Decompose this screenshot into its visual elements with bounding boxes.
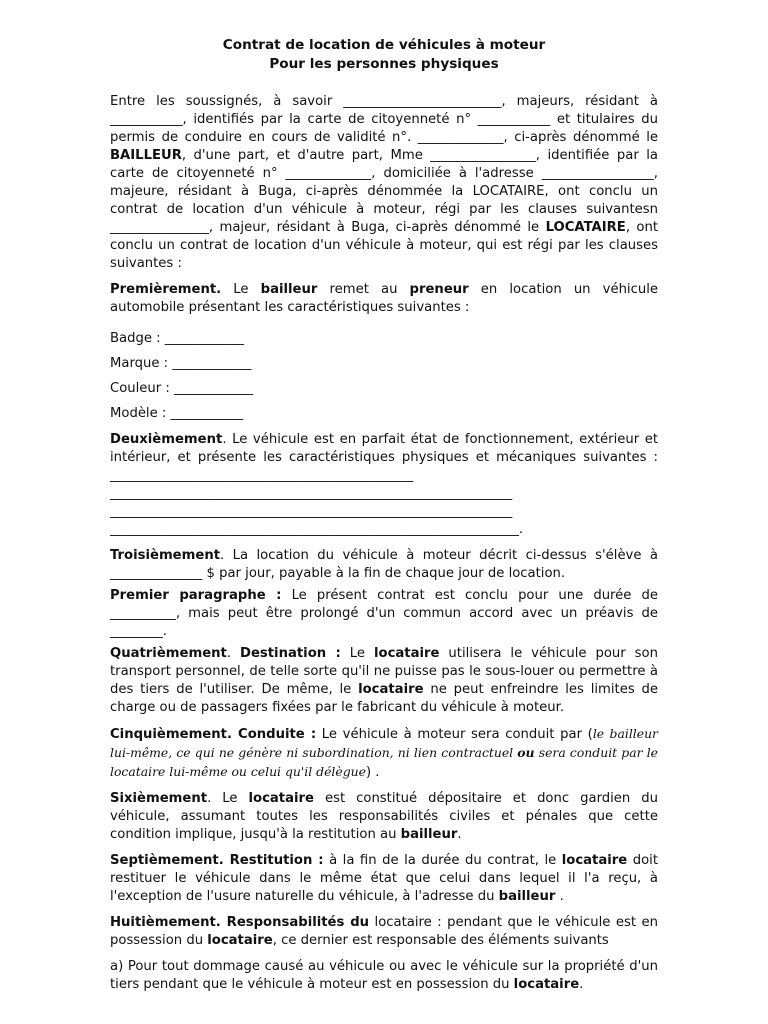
clause-1-heading: Premièrement. bbox=[110, 282, 222, 297]
intro-text-2: , d'une part, et d'autre part, Mme ________________, identifiée par la carte de citoyenneté n° _____________, domiciliée à l'adresse _________________, majeure, résidant à Buga, ci-après dénommée la LOCATAIRE, ont conclu un contrat de location d'un véhicule à moteur, régi par les clauses suivantesn _______________, majeur, résidant à Buga, ci-après dénommé le bbox=[110, 148, 658, 235]
clause-4-text-4: ne peut enfreindre les limites de charge ou de passagers fixées par le fabricant du véhicule à moteur. bbox=[110, 682, 658, 715]
clause-7-bold-1: locataire bbox=[561, 853, 628, 868]
document-title bbox=[0, 36, 768, 74]
clause-8 bbox=[110, 914, 658, 950]
clause-8a bbox=[110, 958, 658, 994]
clause-5-italic-bold: ou bbox=[517, 745, 535, 760]
clause-8a-text-2: . bbox=[579, 977, 584, 992]
clause-4-subheading: Destination : bbox=[240, 646, 341, 661]
clause-2-text: . Le véhicule est en parfait état de fonctionnement, extérieur et intérieur, et présente les caractéristiques physiques et mécaniques suivantes : ______________________________________________ bbox=[110, 432, 658, 483]
clause-5-heading: Cinquièmement. Conduite : bbox=[110, 727, 317, 742]
clause-7-text-2: doit restituer le véhicule dans le même état que celui dans lequel il l'a reçu, à l'exception de l'usure naturelle du véhicule, à l'adresse du bbox=[110, 853, 658, 904]
clause-3-text: . La location du véhicule à moteur décrit ci-dessus s'élève à ______________ $ par jour, payable à la fin de chaque jour de location. bbox=[110, 548, 658, 581]
paragraph-1-text: Le présent contrat est conclu pour une durée de __________, mais peut être prolongé d'un commun accord avec un préavis de ________. bbox=[110, 588, 658, 639]
clause-6 bbox=[110, 790, 658, 844]
paragraph-1-heading: Premier paragraphe : bbox=[110, 588, 282, 603]
title-line-1: Contrat de location de véhicules à moteur bbox=[222, 37, 546, 53]
clause-4 bbox=[110, 645, 658, 717]
intro-bailleur: BAILLEUR bbox=[110, 148, 182, 163]
blank-line: ______________________________________________________________. bbox=[110, 522, 524, 537]
document-body bbox=[110, 93, 658, 998]
clause-5-text-2: ) . bbox=[365, 765, 380, 780]
clause-5-italic-2: sera conduit par le locataire lui-même ou celui qu'il délègue bbox=[110, 745, 658, 779]
clause-6-text-1: . Le bbox=[207, 791, 249, 806]
clause-6-bold-1: locataire bbox=[248, 791, 314, 806]
blank-line: _____________________________________________________________ bbox=[110, 486, 513, 501]
clause-1 bbox=[110, 281, 658, 317]
clause-1-text-3: en location un véhicule automobile présentant les caractéristiques suivantes : bbox=[110, 282, 658, 315]
clause-2-blank-lines bbox=[110, 485, 658, 539]
clause-7-text-3: . bbox=[555, 889, 564, 904]
clause-1-bold-2: preneur bbox=[409, 282, 469, 297]
clause-3-heading: Troisièmement bbox=[110, 548, 221, 563]
clause-1-bold-1: bailleur bbox=[260, 282, 318, 297]
clause-7-bold-2: bailleur bbox=[498, 889, 556, 904]
paragraph-1 bbox=[110, 587, 658, 641]
blank-line: _____________________________________________________________ bbox=[110, 504, 513, 519]
clause-7 bbox=[110, 852, 658, 906]
title-line-2: Pour les personnes physiques bbox=[269, 56, 499, 72]
field-couleur: Couleur : ____________ bbox=[110, 381, 254, 396]
field-modele: Modèle : ___________ bbox=[110, 406, 244, 421]
clause-4-bold-1: locataire bbox=[373, 646, 440, 661]
clause-6-text-3: . bbox=[457, 827, 462, 842]
clause-4-text-2: Le bbox=[340, 646, 374, 661]
clause-2-heading: Deuxièmement bbox=[110, 432, 223, 447]
clause-1-text-2: remet au bbox=[317, 282, 410, 297]
clause-6-heading: Sixièmement bbox=[110, 791, 208, 806]
field-badge: Badge : ____________ bbox=[110, 331, 244, 346]
clause-4-text-3: utilisera le véhicule pour son transport personnel, de telle sorte qu'il ne puisse pas le sous-louer ou permettre à des tiers de l'utiliser. De même, le bbox=[110, 646, 658, 697]
intro-text-3: , ont conclu un contrat de location d'un véhicule à moteur, qui est régi par les clauses suivantes : bbox=[110, 220, 658, 271]
intro-paragraph bbox=[110, 93, 658, 273]
clause-5-text-1: Le véhicule à moteur sera conduit par ( bbox=[316, 727, 593, 742]
clause-6-bold-2: bailleur bbox=[400, 827, 458, 842]
clause-4-heading: Quatrièmement bbox=[110, 646, 227, 661]
clause-8-text-2: , ce dernier est responsable des éléments suivants bbox=[272, 933, 609, 948]
clause-3 bbox=[110, 547, 658, 583]
clause-5 bbox=[110, 725, 658, 782]
clause-6-text-2: est constitué dépositaire et donc gardien du véhicule, assumant toutes les responsabilités civiles et pénales que cette condition implique, jusqu'à la restitution au bbox=[110, 791, 658, 842]
clause-8-text-1: locataire : pendant que le véhicule est en possession du bbox=[110, 915, 658, 948]
clause-2 bbox=[110, 431, 658, 485]
intro-text-1: Entre les soussignés, à savoir ________________________, majeurs, résidant à ___________, identifiés par la carte de citoyenneté n° ___________ et titulaires du permis de conduire en cours de validité n°. _____________, ci-après dénommé le bbox=[110, 94, 658, 145]
clause-7-text-1: à la fin de la durée du contrat, le bbox=[323, 853, 562, 868]
clause-4-text-1: . bbox=[226, 646, 241, 661]
clause-8-heading: Huitièmement. Responsabilités du bbox=[110, 915, 370, 930]
clause-5-italic-1: le bailleur lui-même, ce qui ne génère ni subordination, ni lien contractuel bbox=[110, 726, 658, 760]
clause-8-bold-1: locataire bbox=[207, 933, 273, 948]
clause-7-heading: Septièmement. Restitution : bbox=[110, 853, 324, 868]
clause-8a-bold-1: locataire bbox=[513, 977, 580, 992]
clause-8a-text-1: a) Pour tout dommage causé au véhicule ou avec le véhicule sur la propriété d'un tiers pendant que le véhicule à moteur est en possession du bbox=[110, 959, 658, 992]
clause-4-bold-2: locataire bbox=[358, 682, 424, 697]
clause-1-text-1: Le bbox=[221, 282, 261, 297]
intro-locataire: LOCATAIRE bbox=[545, 220, 626, 235]
field-marque: Marque : ____________ bbox=[110, 356, 252, 371]
